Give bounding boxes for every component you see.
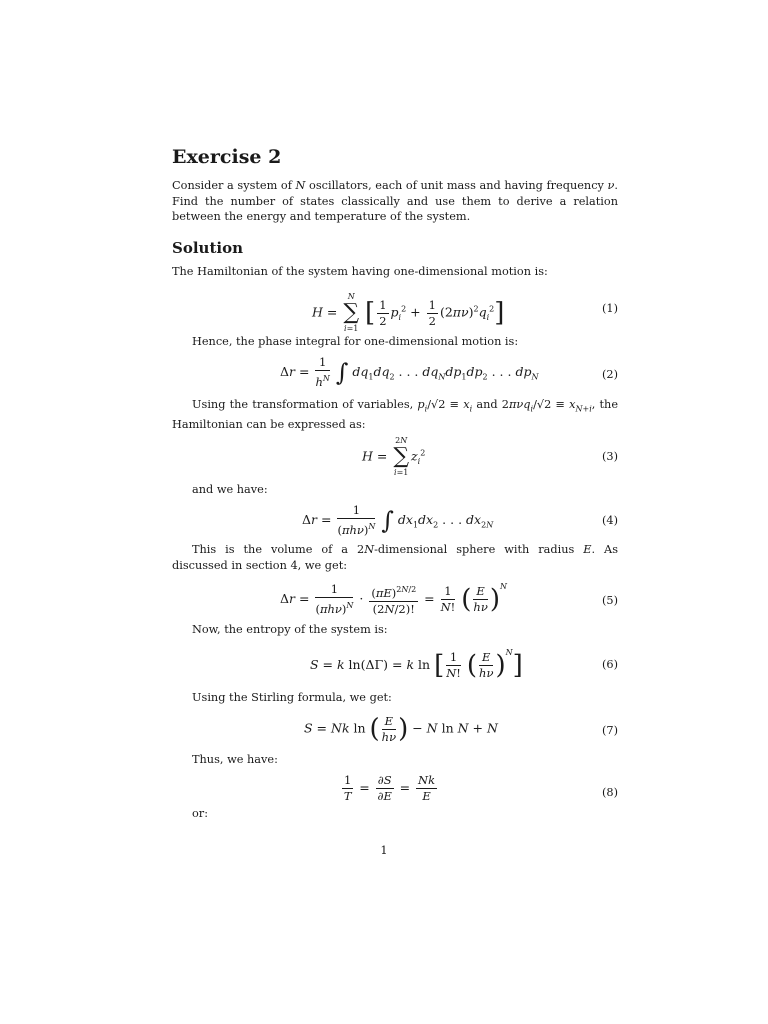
paragraph-sphere-volume: This is the volume of a 2N-dimensional sphere with radius E. As discussed in section 4, we get: <box>172 543 619 572</box>
equation-number-2: (2) <box>601 368 618 381</box>
paragraph-or: or: <box>192 807 209 820</box>
paragraph-and-we-have: and we have: <box>192 483 268 496</box>
page-number: 1 <box>380 844 388 857</box>
equation-5: Δr = $\frac{1}{(\pi h\nu)^N}$ · $\frac{(\pi E)^{2N/2}}{(2N/2)!}$ = $\frac{1}{N!}$ ( $\frac{E}{h\nu}$ )$^N$ (5) <box>280 582 618 616</box>
equation-number-6: (6) <box>601 658 618 671</box>
paragraph-thus: Thus, we have: <box>192 753 278 766</box>
problem-statement: Consider a system of N oscillators, each of unit mass and having frequency ν. Find the number of states classically and use them to derive a relation between the energy and temperature of the system. <box>172 179 618 223</box>
equation-number-7: (7) <box>601 724 618 737</box>
equation-number-3: (3) <box>601 450 618 463</box>
paragraph-transformation: Using the transformation of variables, $p_i/√2 \equiv x_i$ and $2\pi\nu q_i/√2 \equiv x_{N+i}$, the Hamiltonian can be expressed as: <box>172 398 619 431</box>
equation-3: H = 2N ∑ i=1 $z_i^2$ (3) <box>362 436 618 477</box>
equation-7: S = Nk ln ( $\frac{E}{h\nu}$ ) − N ln N + N (7) <box>304 713 618 744</box>
equation-1: H = N ∑ i=1 [ $\frac{1}{2}$ $p_i^2$ + $\frac{1}{2}$ $(2\pi\nu)^2q_i^2$] (1) <box>312 292 618 333</box>
equation-number-8: (8) <box>601 786 618 799</box>
exercise-title: Exercise 2 <box>172 146 282 168</box>
equation-number-5: (5) <box>601 594 618 607</box>
paragraph-entropy: Now, the entropy of the system is: <box>192 623 388 636</box>
paragraph-hamiltonian-intro: The Hamiltonian of the system having one-dimensional motion is: <box>172 265 548 278</box>
paragraph-phase-integral: Hence, the phase integral for one-dimensional motion is: <box>192 335 519 348</box>
equation-number-4: (4) <box>601 514 618 527</box>
equation-6: S = k ln(ΔΓ) = k ln [ $\frac{1}{N!}$ ( $\frac{E}{h\nu}$ )$^N$] (6) <box>310 648 618 681</box>
solution-heading: Solution <box>172 239 243 257</box>
equation-number-1: (1) <box>601 302 618 315</box>
equation-8: $\frac{1}{T}$ = $\frac{\partial S}{\partial E}$ = $\frac{Nk}{E}$ (8) <box>343 773 618 803</box>
paragraph-stirling: Using the Stirling formula, we get: <box>192 691 392 704</box>
equation-2: Δr = $\frac{1}{h^N}$ ∫ $dq_1dq_2$ . . . $dq_Ndp_1dp_2$ . . . $dp_N$ (2) <box>280 355 618 389</box>
equation-4: Δr = $\frac{1}{(\pi h\nu)^N}$ ∫ $dx_1dx_2$ . . . $dx_{2N}$ (4) <box>302 503 618 537</box>
